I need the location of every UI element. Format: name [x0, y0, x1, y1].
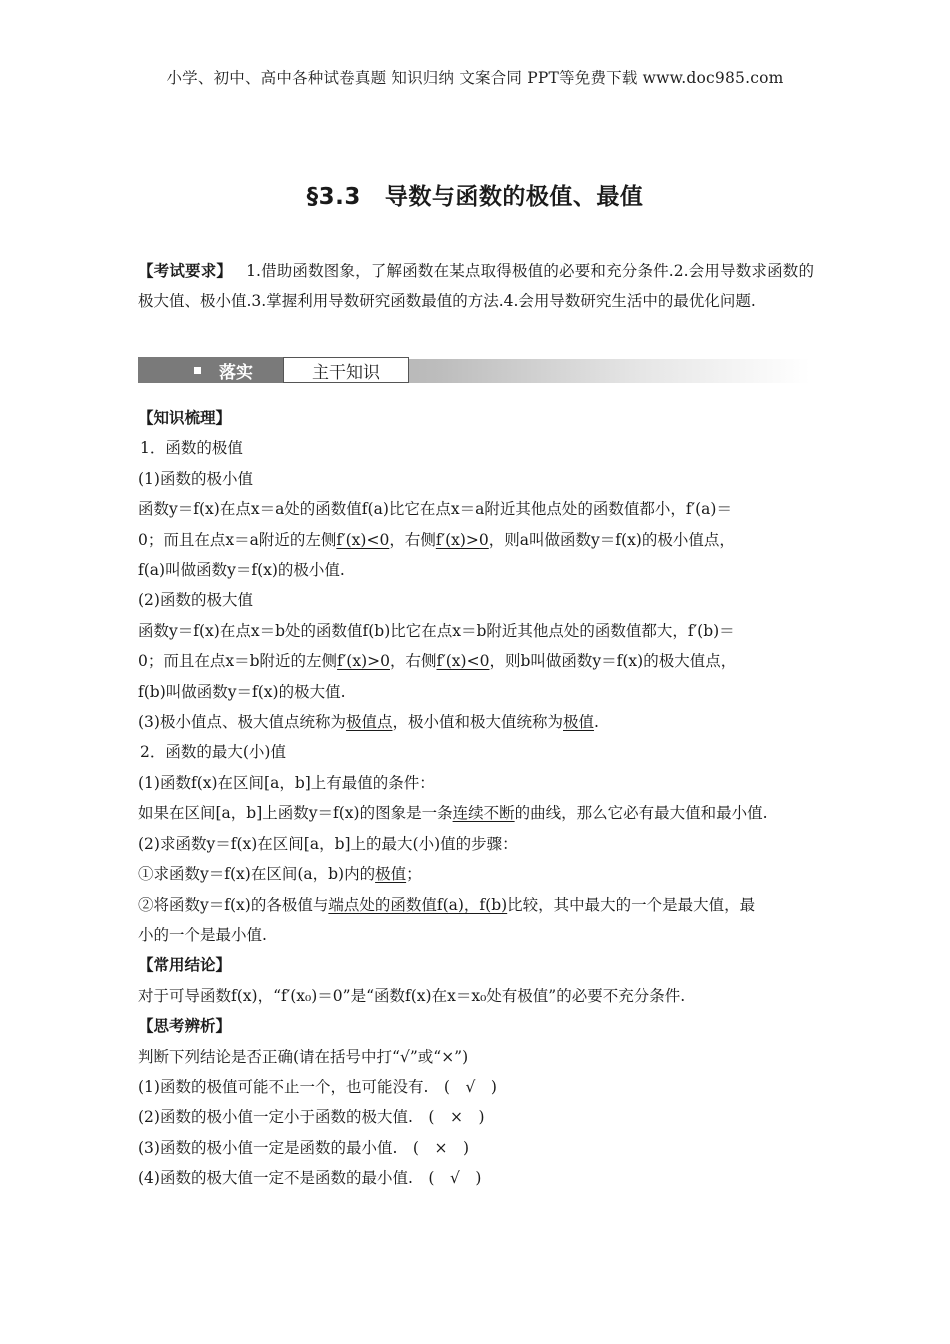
- fill-blank: 极值: [375, 865, 407, 884]
- s1-1-text1: 函数y＝f(x)在点x＝a处的函数值f(a)比它在点x＝a附近其他点处的函数值都小，f′(a)＝: [138, 500, 732, 519]
- s1-3: [138, 707, 814, 737]
- s2-2-step2-cont: 小的一个是最小值.: [138, 925, 267, 944]
- text-span: ，则b叫做函数y＝f(x)的极大值点，: [489, 652, 737, 671]
- text-span: ，右侧: [389, 530, 436, 549]
- banner-left-label: 落实: [219, 362, 253, 383]
- s2-2-step2: [138, 890, 814, 920]
- judgement-answer: ( × ): [428, 1108, 485, 1127]
- s1-2-text3: f(b)叫做函数y＝f(x)的极大值.: [138, 682, 346, 701]
- judgement-text: (1)函数的极值可能不止一个，也可能没有.: [138, 1077, 429, 1096]
- square-bullet-icon: [194, 367, 201, 374]
- s1-2-text2: [138, 646, 814, 676]
- fill-blank: f′(x)<0: [336, 530, 390, 549]
- requirements-label: 【考试要求】: [138, 262, 233, 280]
- conclusion-text: 对于可导函数f(x)，“f′(x₀)＝0”是“函数f(x)在x＝x₀处有极值”的必要不充分条件.: [138, 986, 686, 1005]
- fill-blank: 端点处的函数值f(a)，f(b): [328, 895, 508, 914]
- text-span: ，右侧: [389, 652, 437, 671]
- text-span: ，则a叫做函数y＝f(x)的极小值点，: [488, 530, 735, 549]
- s1-2-heading: (2)函数的极大值: [138, 591, 253, 610]
- exam-requirements: [138, 256, 814, 316]
- judgement-item: [138, 1072, 814, 1102]
- text-span: ；: [406, 865, 422, 884]
- fill-blank: 极值: [563, 713, 595, 732]
- judgement-answer: ( × ): [412, 1138, 469, 1157]
- text-span: ①求函数y＝f(x)在区间(a，b)内的: [138, 865, 376, 884]
- section-number: §3.3: [306, 184, 361, 210]
- fill-blank: f′(x)>0: [337, 652, 390, 671]
- section-banner: [138, 352, 810, 386]
- text-span: 如果在区间[a，b]上函数y＝f(x)的图象是一条: [138, 804, 453, 823]
- s2-1-text: [138, 798, 814, 828]
- judgement-text: (3)函数的极小值一定是函数的最小值.: [138, 1138, 398, 1157]
- section-title: 导数与函数的极值、最值: [384, 184, 644, 210]
- s2-2-step1: [138, 859, 814, 889]
- text-span: 的曲线，那么它必有最大值和最小值.: [514, 804, 768, 823]
- s1-heading: 1．函数的极值: [140, 439, 243, 458]
- s2-2-heading: (2)求函数y＝f(x)在区间[a，b]上的最大(小)值的步骤：: [138, 834, 518, 853]
- discrimination-intro: 判断下列结论是否正确(请在括号中打“√”或“×”): [138, 1047, 469, 1066]
- text-span: 比较，其中最大的一个是最大值，最: [507, 895, 756, 914]
- s1-1-heading: (1)函数的极小值: [138, 469, 253, 488]
- text-span: ，极小值和极大值统称为: [392, 713, 563, 732]
- banner-right-label: 主干知识: [312, 362, 380, 383]
- text-span: 0；而且在点x＝b附近的左侧: [138, 652, 338, 671]
- text-span: .: [594, 713, 599, 732]
- s1-2-text1: 函数y＝f(x)在点x＝b处的函数值f(b)比它在点x＝b附近其他点处的函数值都大，f′(b)＝: [138, 621, 735, 640]
- banner-left: [138, 357, 283, 383]
- fill-blank: f′(x)>0: [435, 530, 489, 549]
- s1-1-text3: f(a)叫做函数y＝f(x)的极小值.: [138, 561, 345, 580]
- text-span: (3)极小值点、极大值点统称为: [138, 713, 346, 732]
- judgement-answer: ( √ ): [428, 1169, 482, 1188]
- knowledge-heading: 【知识梳理】: [138, 409, 232, 427]
- fill-blank: 极值点: [345, 713, 393, 732]
- conclusion-heading: 【常用结论】: [138, 956, 232, 975]
- content-body: [138, 403, 814, 1194]
- site-header: 小学、初中、高中各种试卷真题 知识归纳 文案合同 PPT等免费下载 www.doc985.com: [166, 69, 784, 87]
- banner-right: [283, 357, 409, 383]
- text-span: ②将函数y＝f(x)的各极值与: [138, 895, 329, 914]
- page-title: [0, 178, 950, 211]
- judgement-item: [138, 1102, 814, 1132]
- text-span: 0；而且在点x＝a附近的左侧: [138, 530, 337, 549]
- judgement-item: [138, 1133, 814, 1163]
- judgement-item: [138, 1163, 814, 1193]
- s1-1-text2: [138, 525, 814, 555]
- fill-blank: f′(x)<0: [436, 652, 490, 671]
- judgement-text: (4)函数的极大值一定不是函数的最小值.: [138, 1169, 413, 1188]
- judgement-text: (2)函数的极小值一定小于函数的极大值.: [138, 1108, 413, 1127]
- requirements-text: 1.借助函数图象，了解函数在某点取得极值的必要和充分条件.2.会用导数求函数的极大值、极小值.3.掌握利用导数研究函数最值的方法.4.会用导数研究生活中的最优化问题.: [138, 262, 814, 310]
- fill-blank: 连续不断: [452, 804, 515, 823]
- s2-1-heading: (1)函数f(x)在区间[a，b]上有最值的条件：: [138, 773, 435, 792]
- s2-heading: 2．函数的最大(小)值: [140, 743, 286, 762]
- discrimination-heading: 【思考辨析】: [138, 1017, 232, 1036]
- judgement-answer: ( √ ): [443, 1077, 497, 1096]
